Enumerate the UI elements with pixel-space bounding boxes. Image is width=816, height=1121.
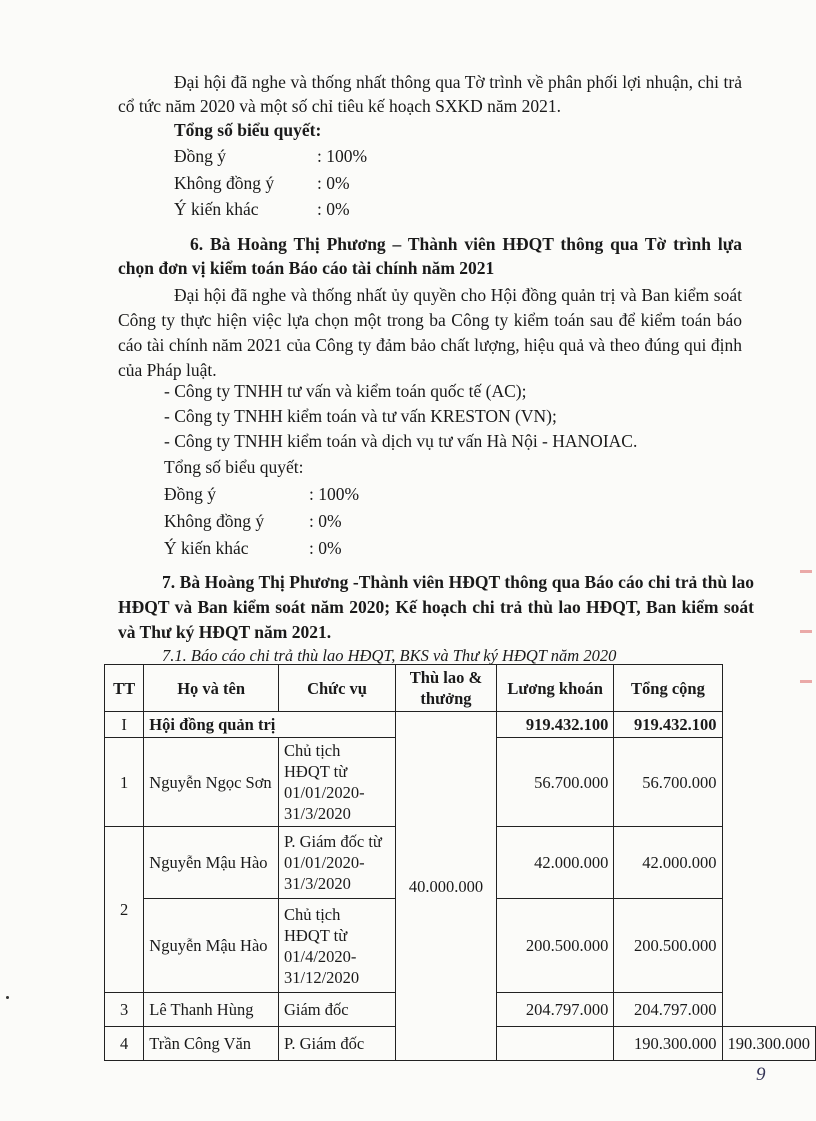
vote-value: : 0% — [309, 538, 342, 558]
cell-name: Nguyễn Mậu Hào — [144, 827, 279, 899]
header-name: Họ và tên — [144, 665, 279, 712]
vote-value: : 0% — [317, 199, 350, 219]
cell-tt: 3 — [105, 993, 144, 1027]
vote-row-disagree — [174, 171, 350, 195]
header-fee: Thù lao & thưởng — [396, 665, 497, 712]
vote-row-agree — [174, 144, 368, 168]
vote-value: : 0% — [309, 511, 342, 531]
cell-salary: 190.300.000 — [614, 1027, 722, 1061]
vote-title: Tổng số biểu quyết: — [174, 120, 322, 140]
section-6-heading: 6. Bà Hoàng Thị Phương – Thành viên HĐQT thông qua Tờ trình lựa chọn đơn vị kiểm toán Báo cáo tài chính năm 2021 — [118, 234, 742, 278]
cell-group-name: Hội đồng quản trị — [144, 712, 396, 738]
stamp-edge-mark — [800, 570, 812, 573]
scan-speck — [6, 996, 9, 999]
cell-salary: 200.500.000 — [496, 899, 614, 993]
cell-name: Nguyễn Mậu Hào — [144, 899, 279, 993]
vote-row-disagree — [164, 509, 342, 533]
vote-label: Ý kiến khác — [174, 199, 259, 219]
header-position: Chức vụ — [278, 665, 395, 712]
remuneration-table — [104, 664, 816, 1061]
vote-row-other — [164, 536, 342, 560]
table-row-group — [105, 712, 816, 738]
cell-tt: 1 — [105, 738, 144, 827]
vote-title: Tổng số biểu quyết: — [164, 457, 304, 477]
cell-name: Trần Công Văn — [144, 1027, 279, 1061]
cell-tt: 4 — [105, 1027, 144, 1061]
cell-total: 200.500.000 — [614, 899, 722, 993]
cell-name: Nguyễn Ngọc Sơn — [144, 738, 279, 827]
cell-tt: 2 — [105, 827, 144, 993]
header-salary: Lương khoán — [496, 665, 614, 712]
table-header-row — [105, 665, 816, 712]
cell-name: Lê Thanh Hùng — [144, 993, 279, 1027]
cell-total: 42.000.000 — [614, 827, 722, 899]
auditor-item-1: - Công ty TNHH tư vấn và kiểm toán quốc tế (AC); — [164, 381, 527, 401]
cell-salary: 42.000.000 — [496, 827, 614, 899]
cell-fee-empty — [496, 1027, 614, 1061]
cell-total: 204.797.000 — [614, 993, 722, 1027]
table-caption: 7.1. Báo cáo chi trả thù lao HĐQT, BKS và Thư ký HĐQT năm 2020 — [162, 646, 617, 665]
cell-tt: I — [105, 712, 144, 738]
vote-label: Không đồng ý — [174, 173, 275, 193]
vote-value: : 0% — [317, 173, 350, 193]
cell-position: Giám đốc — [278, 993, 395, 1027]
cell-total: 56.700.000 — [614, 738, 722, 827]
stamp-edge-mark — [800, 630, 812, 633]
vote-label: Ý kiến khác — [164, 538, 249, 558]
cell-total: 919.432.100 — [614, 712, 722, 738]
paragraph-profit-distribution: Đại hội đã nghe và thống nhất thông qua Tờ trình về phân phối lợi nhuận, chi trả cổ tức năm 2020 và một số chỉ tiêu kế hoạch SXKD năm 2021. — [118, 72, 742, 116]
cell-salary: 204.797.000 — [496, 993, 614, 1027]
cell-position: P. Giám đốc — [278, 1027, 395, 1061]
vote-label: Đồng ý — [164, 484, 217, 504]
vote-row-agree — [164, 482, 360, 506]
cell-shared-fee: 40.000.000 — [396, 712, 497, 1061]
cell-salary: 919.432.100 — [496, 712, 614, 738]
auditor-item-3: - Công ty TNHH kiểm toán và dịch vụ tư vấn Hà Nội - HANOIAC. — [164, 431, 638, 451]
page-number: 9 — [756, 1064, 766, 1085]
header-total: Tổng cộng — [614, 665, 722, 712]
cell-total: 190.300.000 — [722, 1027, 816, 1061]
vote-value: : 100% — [309, 484, 360, 504]
cell-position: Chủ tịch HĐQT từ 01/4/2020-31/12/2020 — [278, 899, 395, 993]
header-tt: TT — [105, 665, 144, 712]
cell-position: P. Giám đốc từ 01/01/2020-31/3/2020 — [278, 827, 395, 899]
cell-position: Chủ tịch HĐQT từ 01/01/2020-31/3/2020 — [278, 738, 395, 827]
stamp-edge-mark — [800, 680, 812, 683]
section-7-heading: 7. Bà Hoàng Thị Phương -Thành viên HĐQT thông qua Báo cáo chi trả thù lao HĐQT và Ban kiểm soát năm 2020; Kế hoạch chi trả thù lao HĐQT, Ban kiểm soát và Thư ký HĐQT năm 2021. — [118, 572, 754, 642]
vote-label: Đồng ý — [174, 146, 227, 166]
section-6-paragraph: Đại hội đã nghe và thống nhất ủy quyền cho Hội đồng quản trị và Ban kiểm soát Công ty thực hiện việc lựa chọn một trong ba Công ty kiểm toán sau để kiểm toán báo cáo tài chính năm 2021 của Công ty đảm bảo chất lượng, hiệu quả và theo đúng qui định của Pháp luật. — [118, 285, 742, 380]
vote-label: Không đồng ý — [164, 511, 265, 531]
auditor-item-2: - Công ty TNHH kiểm toán và tư vấn KRESTON (VN); — [164, 406, 557, 426]
cell-salary: 56.700.000 — [496, 738, 614, 827]
vote-row-other — [174, 197, 350, 221]
vote-value: : 100% — [317, 146, 368, 166]
